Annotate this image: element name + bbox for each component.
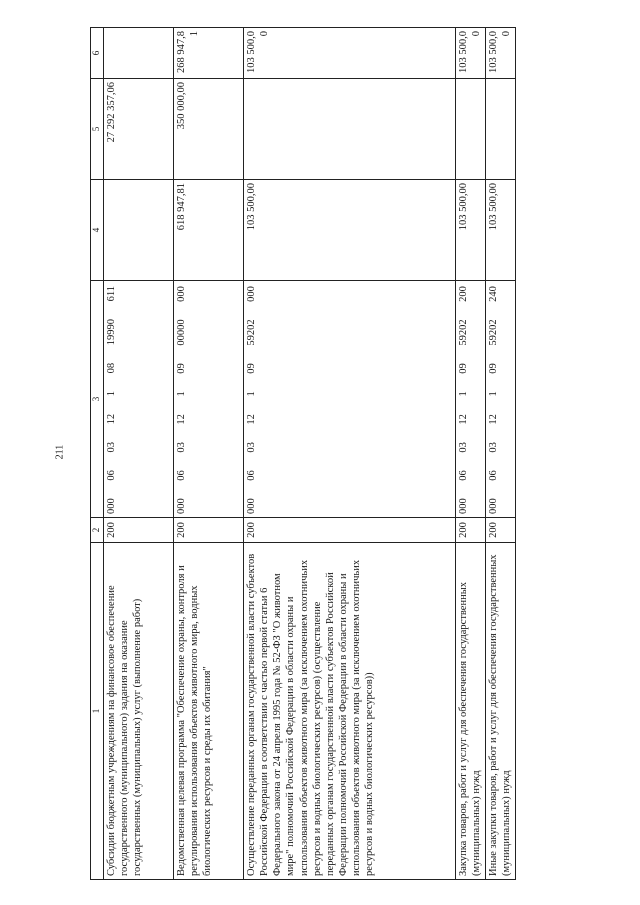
code-part: 12 [106,413,117,425]
row-budget-code [104,281,174,518]
code-part: 000 [106,498,117,514]
code-part: 1 [106,391,117,397]
code-part: 12 [246,414,257,425]
code-part: 1 [246,391,257,397]
code-part: 03 [488,442,499,453]
header-row [91,28,104,880]
code-part: 03 [176,442,187,453]
code-part: 06 [246,470,257,481]
row-value-col6: 103 500,00 [456,28,486,79]
row-value-col5 [456,79,486,180]
table-row [486,28,516,880]
table-row [456,28,486,880]
row-admin-code: 200 [174,518,244,543]
row-value-col5 [486,79,516,180]
code-part: 06 [458,470,469,481]
code-part: 09 [246,363,257,374]
row-value-col6: 268 947,81 [174,28,244,79]
code-part: 00000 [176,319,187,346]
code-part: 03 [458,442,469,453]
col-header-1: 1 [91,543,104,880]
row-name: Ведомственная целевая программа "Обеспечение охраны, контроля и регулирования использования объектов животного мира, водных биологических ресурсов и среды их обитания" [174,543,244,880]
row-admin-code: 200 [486,518,516,543]
code-part: 000 [458,498,469,514]
row-value-col6: 103 500,00 [244,28,456,79]
col-header-4: 4 [91,180,104,281]
code-part: 000 [176,498,187,514]
row-budget-code [174,281,244,518]
row-name: Субсидии бюджетным учреждениям на финансовое обеспечение государственного (муниципального) задания на оказание государственных (муниципальных) услуг (выполнение работ) [104,543,174,880]
col-header-6: 6 [91,28,104,79]
table-row [174,28,244,880]
code-part: 19990 [106,319,117,346]
row-budget-code [244,281,456,518]
row-value-col4: 103 500,00 [244,180,456,281]
code-part: 1 [488,391,499,397]
code-part: 09 [176,363,187,374]
row-value-col4: 103 500,00 [486,180,516,281]
row-value-col5 [244,79,456,180]
code-part: 611 [106,286,117,302]
code-part: 000 [246,498,257,514]
row-admin-code: 200 [104,518,174,543]
row-value-col4: 618 947,81 [174,180,244,281]
code-part: 06 [176,470,187,481]
code-part: 200 [458,286,469,302]
code-part: 000 [246,286,257,302]
code-part: 240 [488,286,499,302]
code-part: 000 [176,286,187,302]
rotated-table-container [90,31,513,880]
code-part: 06 [106,470,117,481]
row-value-col5: 350 000,00 [174,79,244,180]
code-part: 06 [488,470,499,481]
code-part: 12 [488,414,499,425]
code-part: 03 [106,442,117,453]
row-budget-code [486,281,516,518]
code-part: 03 [246,442,257,453]
code-part: 12 [176,414,187,425]
row-value-col6 [104,28,174,79]
row-name: Иные закупки товаров, работ и услуг для обеспечения государственных (муниципальных) нужд [486,543,516,880]
col-header-5: 5 [91,79,104,180]
code-part: 1 [458,391,469,397]
code-part: 09 [458,363,469,374]
row-value-col5: 27 292 357,06 [104,79,174,180]
row-name: Закупка товаров, работ и услуг для обеспечения государственных (муниципальных) нужд [456,543,486,880]
col-header-3: 3 [91,281,104,518]
code-part: 59202 [246,319,257,346]
row-value-col6: 103 500,00 [486,28,516,79]
row-admin-code: 200 [456,518,486,543]
table-row [104,28,174,880]
code-part: 1 [176,391,187,397]
budget-table [90,27,516,880]
code-part: 12 [458,414,469,425]
table-row [244,28,456,880]
page-number: 211 [54,444,66,460]
code-part: 000 [488,498,499,514]
row-budget-code [456,281,486,518]
code-part: 09 [488,363,499,374]
code-part: 59202 [458,319,469,346]
code-part: 59202 [488,319,499,346]
code-part: 08 [106,362,117,374]
row-value-col4: 103 500,00 [456,180,486,281]
col-header-2: 2 [91,518,104,543]
row-admin-code: 200 [244,518,456,543]
row-value-col4 [104,180,174,281]
row-name: Осуществление переданных органам государственной власти субъектов Российской Федерации в соответствии с частью первой статьи 6 Федерального закона от 24 апреля 1995 года № 52-ФЗ "О животном мире" полномочий Российской Федерации в области охраны и использования объектов животного мира (за исключением охотничьих ресурсов и водных биологических ресурсов) (осуществление переданных органам государственной власти субъектов Российской Федерации полномочий Российской Федерации в области охраны и использования объектов животного мира (за исключением охотничьих ресурсов и водных биологических ресурсов)) [244,543,456,880]
